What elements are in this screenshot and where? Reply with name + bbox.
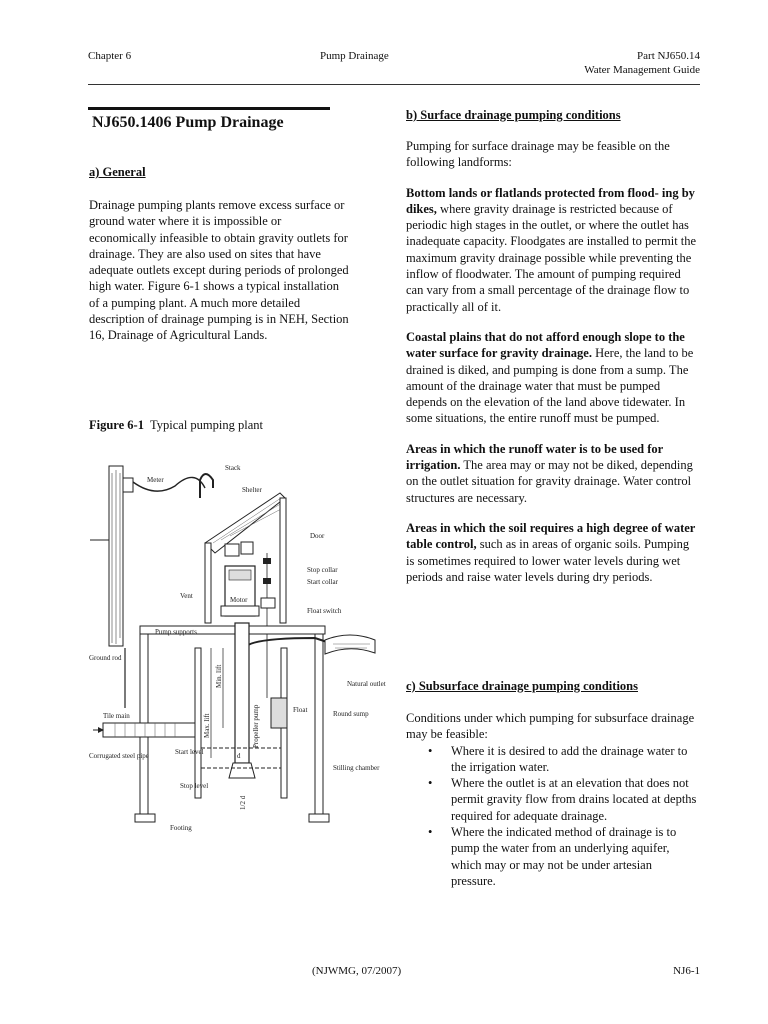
chamber-wall-left (195, 648, 201, 798)
surface-p2-text: Here, the land to be drained is diked, and pumping is done from a sump. The amount of the drainage water that must be pumped depends on the elevation of the land above tidewater. In some situations, the entire runoff must be pumped. (406, 346, 694, 426)
label-vent: Vent (180, 592, 193, 600)
label-tile-main: Tile main (103, 712, 130, 720)
dimension-lines (211, 648, 223, 758)
label-door: Door (310, 532, 325, 540)
label-footing: Footing (170, 824, 192, 832)
label-motor: Motor (230, 596, 248, 604)
label-propeller-pump: Propeller pump (252, 704, 260, 748)
label-natural-outlet: Natural outlet (347, 680, 386, 688)
footing-right (309, 814, 329, 822)
header-part-number: Part NJ650.14 (637, 50, 700, 62)
label-max-lift: Max. lift (203, 713, 211, 738)
page-number: NJ6-1 (673, 965, 700, 977)
shelter-wall-left (205, 543, 211, 623)
float (271, 698, 287, 728)
figure-label: Figure 6-1 (89, 418, 144, 432)
label-start-level: Start level (175, 748, 204, 756)
label-float-switch: Float switch (307, 607, 342, 615)
section-heading: NJ650.1406 Pump Drainage (92, 114, 284, 131)
label-ground-rod: Ground rod (89, 654, 122, 662)
header-chapter: Chapter 6 (88, 50, 132, 62)
label-stop-collar: Stop collar (307, 566, 338, 574)
float-switch (261, 598, 275, 608)
list-item: • Where it is desired to add the drainage water to the irrigation water. (406, 743, 698, 776)
shelter-wall-right (280, 498, 286, 623)
surface-p3-bold: Areas in which the runoff water is to be used for irrigation. (406, 441, 663, 473)
motor (221, 566, 259, 616)
stack-pipe (200, 474, 213, 498)
general-text: Drainage pumping plants remove excess surface or ground water where it is impossible or economically infeasible to obtain gravity outlets for drainage. They are also used on sites that have adequate outlets except during periods of prolonged high water. Figure 6-1 shows a typical installation of a pumping plant. A much more detailed description of drainage pumping is in NEH, Section 16, Drainage of Agricultural Lands. (89, 198, 349, 343)
surface-p2-bold: Coastal plains that do not afford enough slope to the water surface for gravity drainage. (406, 329, 685, 361)
surface-p1-text: where gravity drainage is restricted because of periodic high stages in the outlet, or where the outlet has inadequate capacity. Floodgates are installed to permit the maximum gravity drainage possible while preventing the inflow of floodwater. The amount of pumping required can vary from a small percentage of the drainage flow to practically all of it. (406, 201, 697, 314)
header-guide-name: Water Management Guide (584, 64, 700, 76)
natural-outlet (325, 635, 375, 654)
footing-left (135, 814, 155, 822)
label-d: d (237, 752, 241, 760)
label-corrugated-steel-pipe: Corrugated steel pipe (89, 752, 149, 760)
header-part (560, 49, 700, 77)
subsurface-heading: c) Subsurface drainage pumping conditions (406, 679, 638, 693)
switch-box-right (241, 542, 253, 554)
header-rule (88, 84, 700, 85)
footer-citation: (NJWMG, 07/2007) (312, 965, 402, 977)
power-cable (133, 477, 205, 491)
section-bar (88, 107, 330, 110)
label-stack: Stack (225, 464, 241, 472)
header-title: Pump Drainage (320, 50, 389, 62)
utility-pole (90, 466, 123, 646)
surface-paragraph-4 (406, 520, 698, 585)
surface-p4-bold: Areas in which the soil requires a high degree of water table control, (406, 520, 696, 552)
label-start-collar: Start collar (307, 578, 338, 586)
label-half-d: 1/2 d (239, 795, 247, 810)
label-stop-level: Stop level (180, 782, 209, 790)
subsurface-intro: Conditions under which pumping for subsurface drainage may be feasible: (406, 711, 695, 742)
surface-p4-text: such as in areas of organic soils. Pumping is sometimes required to lower water levels during wet periods and raise water levels during dry periods. (406, 537, 690, 584)
surface-paragraph-3 (406, 441, 698, 506)
label-stilling-chamber: Stilling chamber (333, 764, 380, 772)
surface-p3-text: The area may or may not be diked, depending on the outlet situation for gravity drainage. Water control structures are necessary. (406, 458, 693, 505)
subsurface-bullet-list (406, 743, 698, 890)
figure-caption (89, 417, 263, 433)
pumping-plant-diagram (85, 458, 395, 843)
general-heading: a) General (89, 165, 146, 179)
figure-title: Typical pumping plant (150, 418, 263, 432)
pump-bell (229, 763, 255, 778)
label-round-sump: Round sump (333, 710, 369, 718)
surface-paragraph-2 (406, 329, 698, 427)
label-min-lift: Min. lift (215, 664, 223, 688)
switch-box-left (225, 544, 239, 556)
label-float: Float (293, 706, 308, 714)
label-pump-supports: Pump supports (155, 628, 197, 636)
surface-p1-bold: Bottom lands or flatlands protected from flood- ing by dikes, (406, 185, 695, 216)
propeller-pump (235, 623, 249, 763)
subsurface-block (406, 710, 698, 889)
pit-wall-right (315, 634, 323, 814)
meter-box (123, 478, 133, 492)
label-shelter: Shelter (242, 486, 262, 494)
surface-intro: Pumping for surface drainage may be feasible on the following landforms: (406, 139, 670, 170)
surface-heading: b) Surface drainage pumping conditions (406, 108, 621, 122)
list-item: • Where the indicated method of drainage is to pump the water from an underlying aquifer, which may or may not be under artesian pressure. (406, 824, 698, 889)
tile-main (103, 723, 195, 737)
list-item: • Where the outlet is at an elevation that does not permit gravity flow from drains located at depths required for adequate drainage. (406, 775, 698, 824)
surface-paragraph-1 (406, 185, 698, 315)
label-meter: Meter (147, 476, 164, 484)
right-column-text (406, 138, 698, 585)
